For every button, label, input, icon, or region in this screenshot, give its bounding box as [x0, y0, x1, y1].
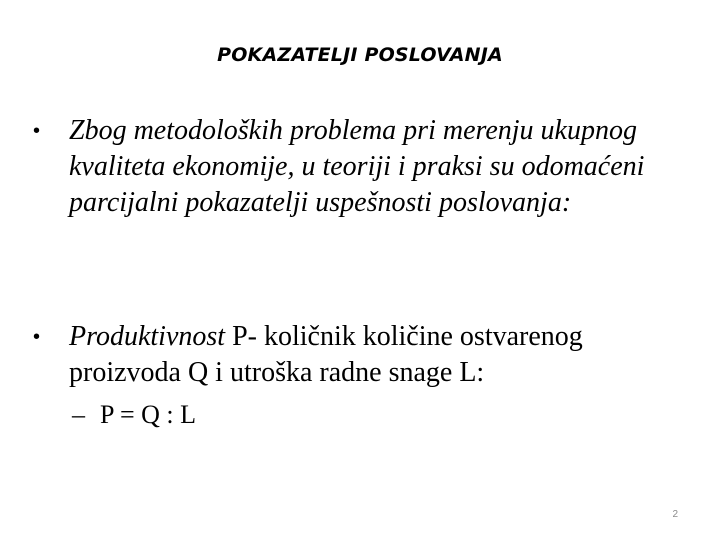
bullet-text: Zbog metodoloških problema pri merenju ukupnog kvaliteta ekonomije, u teoriji i praksi su odomaćeni parcijalni pokazatelji uspešnosti poslovanja: [69, 115, 645, 218]
bullet-marker: • [33, 120, 41, 142]
slide-title: POKAZATELJI POSLOVANJA [217, 44, 503, 66]
page-number: 2 [672, 509, 678, 520]
sub-bullet-marker: – [72, 400, 85, 429]
bullet-item-2 [33, 319, 693, 391]
bullet-term: Produktivnost [69, 321, 226, 352]
formula-text: P = Q : L [100, 400, 197, 429]
bullet-text: P- količnik količine ostvarenog proizvoda Q i utroška radne snage L: [69, 321, 583, 388]
bullet-item-1 [33, 113, 693, 221]
sub-bullet-formula [72, 398, 196, 432]
bullet-marker: • [33, 326, 41, 348]
bullet-content [69, 319, 693, 391]
